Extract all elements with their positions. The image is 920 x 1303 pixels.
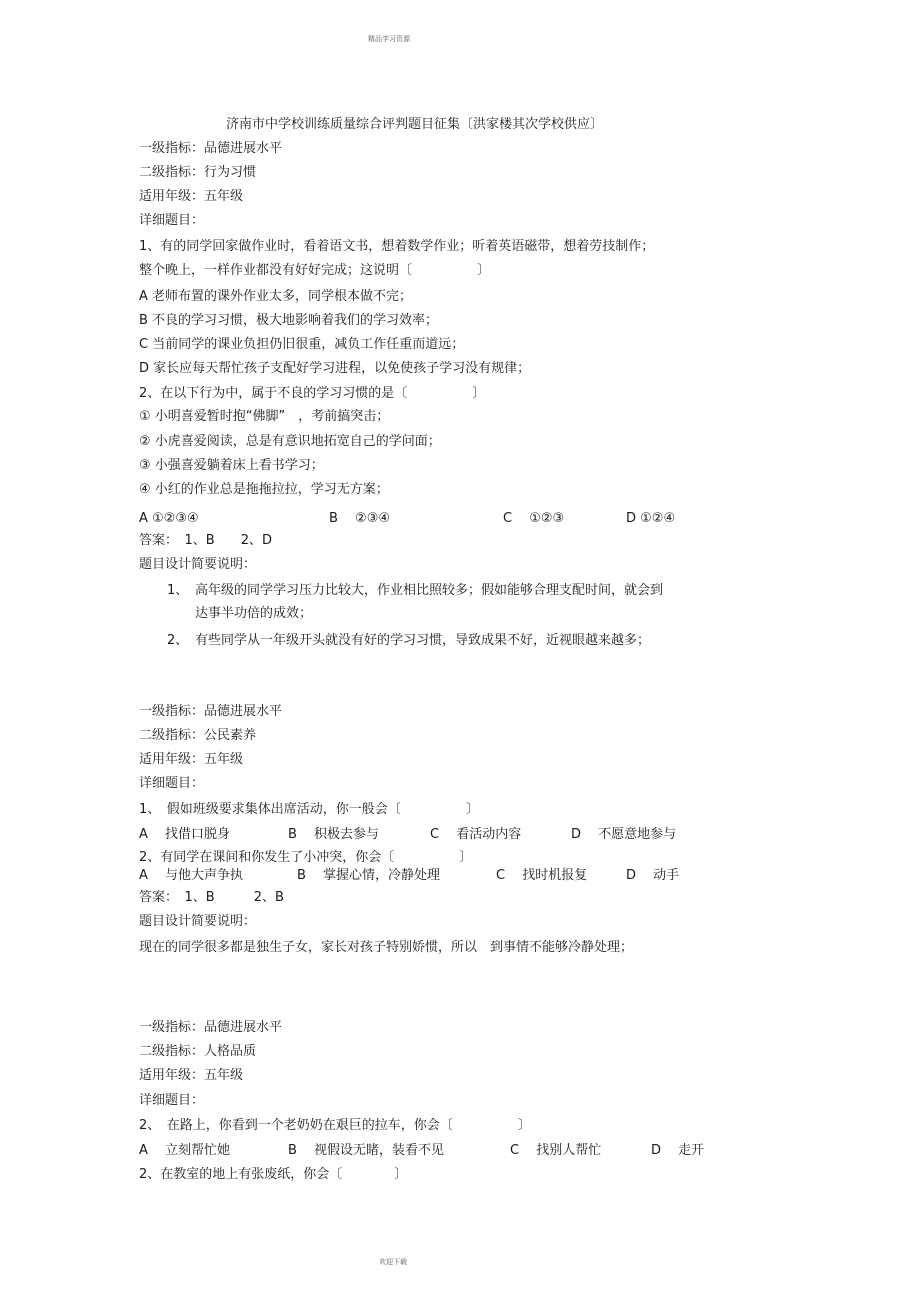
list-item: ③ 小强喜爱躺着床上看书学习； xyxy=(139,458,324,473)
question-1-option-c: C 当前同学的课业负担仍旧很重，减负工作任重而道远； xyxy=(139,337,465,352)
design-note-1-line-1: 高年级的同学学习压力比较大，作业相比照较多；假如能够合理支配时间，就会到 xyxy=(195,583,664,598)
question-1-line-1: 1、有的同学回家做作业时，看着语文书，想着数学作业；听着英语磁带，想着劳技制作； xyxy=(139,239,655,254)
level1-indicator: 一级指标：品德进展水平 xyxy=(139,704,283,719)
question-1: 1、 假如班级要求集体出席活动，你一般会〔 〕 xyxy=(139,802,479,817)
question-1-option-a: A 立刻帮忙她 xyxy=(139,1143,231,1158)
question-1: 2、 在路上，你看到一个老奶奶在艰巨的拉车，你会〔 〕 xyxy=(139,1118,531,1133)
question-2: 2、有同学在课间和你发生了小冲突，你会〔 〕 xyxy=(139,850,473,865)
detail-label: 详细题目： xyxy=(139,776,205,791)
design-note-number: 2、 xyxy=(167,633,189,648)
grade-label: 适用年级：五年级 xyxy=(139,189,244,204)
design-note-label: 题目设计简要说明： xyxy=(139,557,257,572)
design-note: 现在的同学很多都是独生子女，家长对孩子特别娇惯，所以 到事情不能够冷静处理； xyxy=(139,940,634,955)
page-header: 精品学习资源 xyxy=(368,35,410,43)
design-note-label: 题目设计简要说明： xyxy=(139,914,257,929)
question-2-option-b: B 掌握心情，冷静处理 xyxy=(297,868,441,883)
question-1-option-d: D 不愿意地参与 xyxy=(571,827,677,842)
level2-indicator: 二级指标：行为习惯 xyxy=(139,165,257,180)
question-1-option-b: B 视假设无睹，装看不见 xyxy=(288,1143,445,1158)
level1-indicator: 一级指标：品德进展水平 xyxy=(139,1020,283,1035)
question-2-option-d: D ①②④ xyxy=(626,511,676,526)
page-footer: 欢迎下载 xyxy=(379,1258,407,1266)
level2-indicator: 二级指标：人格品质 xyxy=(139,1044,257,1059)
level1-indicator: 一级指标：品德进展水平 xyxy=(139,141,283,156)
list-item: ② 小虎喜爱阅读，总是有意识地拓宽自己的学问面； xyxy=(139,434,441,449)
question-1-option-c: C 看活动内容 xyxy=(430,827,522,842)
question-2-option-a: A ①②③④ xyxy=(139,511,199,526)
answer-line: 答案： 1、B 2、D xyxy=(139,533,272,548)
list-item: ① 小明喜爱暂时抱“佛脚” ，考前搞突击； xyxy=(139,409,390,424)
question-1-option-a: A 老师布置的课外作业太多，同学根本做不完； xyxy=(139,289,413,304)
answer-line: 答案： 1、B 2、B xyxy=(139,890,284,905)
detail-label: 详细题目： xyxy=(139,213,205,228)
question-1-line-2: 整个晚上，一样作业都没有好好完成；这说明〔 〕 xyxy=(139,263,491,278)
question-2: 2、在教室的地上有张废纸，你会〔 〕 xyxy=(139,1167,408,1182)
question-2-option-b: B ②③④ xyxy=(329,511,391,526)
question-1-option-d: D 走开 xyxy=(651,1143,705,1158)
grade-label: 适用年级：五年级 xyxy=(139,1068,244,1083)
question-1-option-d: D 家长应每天帮忙孩子支配好学习进程，以免使孩子学习没有规律； xyxy=(139,361,531,376)
question-2-option-c: C ①②③ xyxy=(503,511,565,526)
design-note-1-line-2: 达事半功倍的成效； xyxy=(195,606,313,621)
question-1-option-a: A 找借口脱身 xyxy=(139,827,231,842)
list-item: ④ 小红的作业总是拖拖拉拉，学习无方案； xyxy=(139,482,389,497)
question-2-option-c: C 找时机报复 xyxy=(496,868,588,883)
question-1-option-c: C 找别人帮忙 xyxy=(510,1143,602,1158)
question-2-option-d: D 动手 xyxy=(626,868,680,883)
question-1-option-b: B 积极去参与 xyxy=(288,827,380,842)
grade-label: 适用年级：五年级 xyxy=(139,752,244,767)
document-title: 济南市中学校训练质量综合评判题目征集〔洪家楼其次学校供应〕 xyxy=(226,117,604,132)
question-2-option-a: A 与他大声争执 xyxy=(139,868,244,883)
level2-indicator: 二级指标：公民素养 xyxy=(139,728,257,743)
detail-label: 详细题目： xyxy=(139,1093,205,1108)
question-1-option-b: B 不良的学习习惯，极大地影响着我们的学习效率； xyxy=(139,313,439,328)
design-note-2-line-1: 有些同学从一年级开头就没有好的学习习惯，导致成果不好，近视眼越来越多； xyxy=(195,633,651,648)
design-note-number: 1、 xyxy=(167,583,189,598)
question-2: 2、在以下行为中，属于不良的学习习惯的是〔 〕 xyxy=(139,386,486,401)
